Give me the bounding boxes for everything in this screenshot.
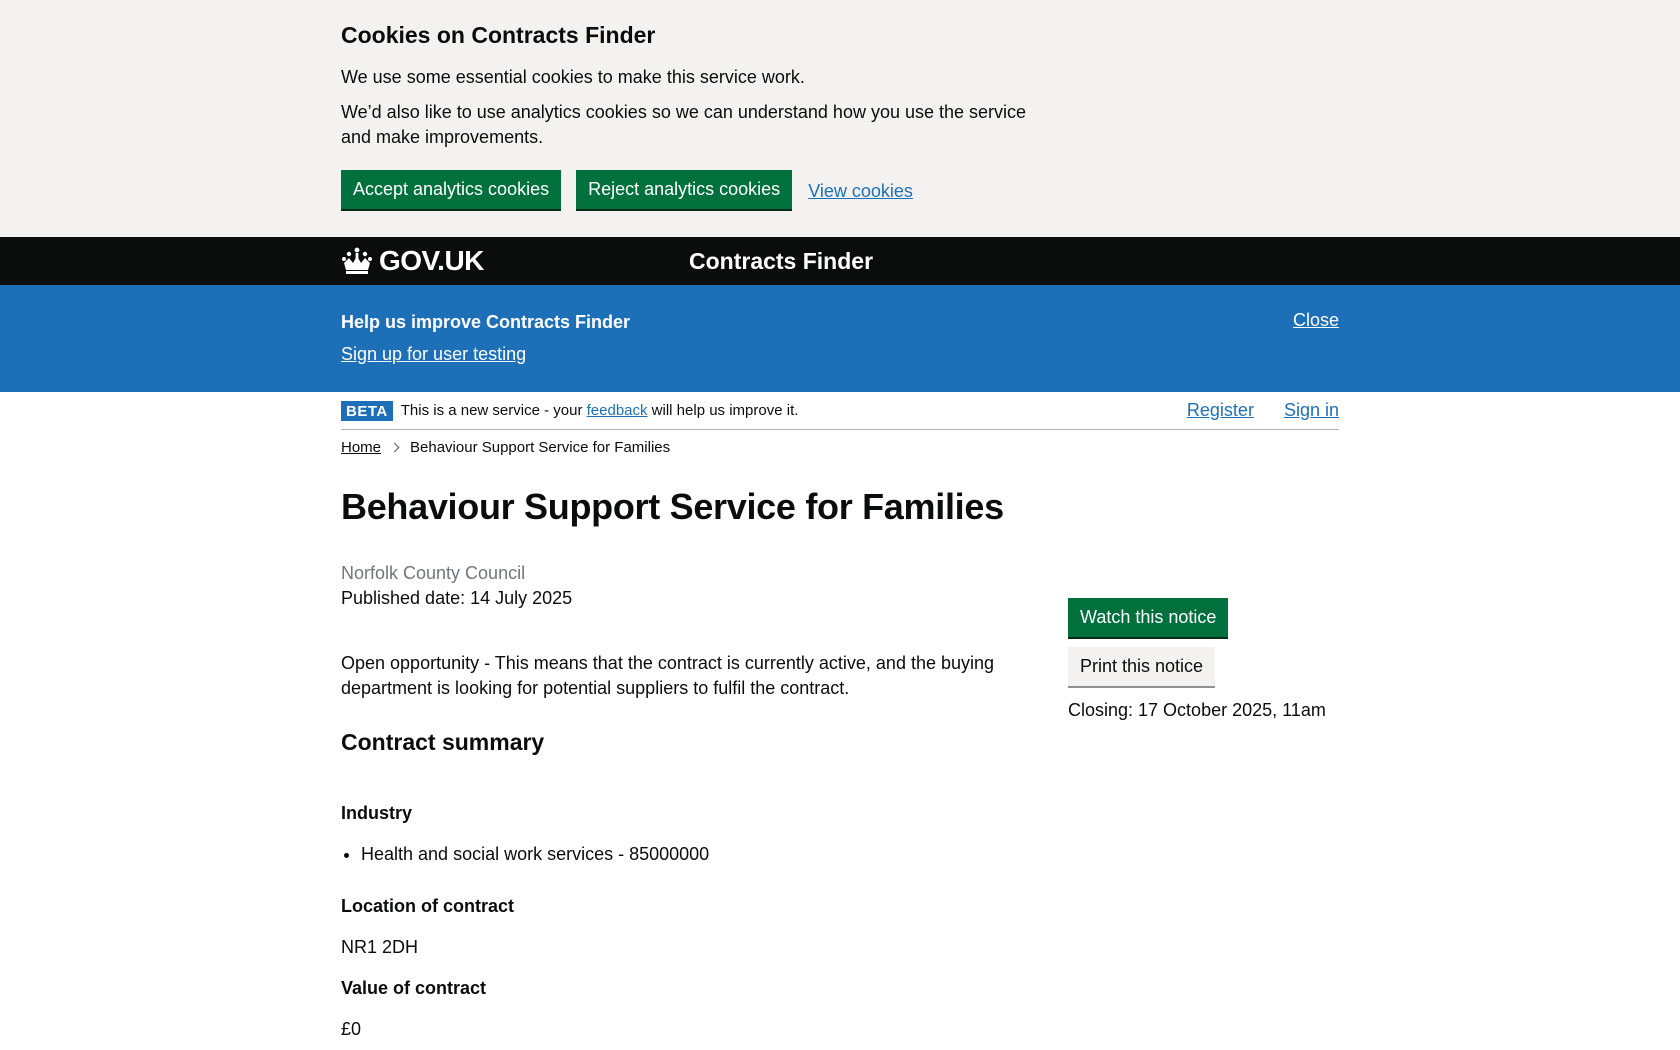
cookie-banner-text-essential: We use some essential cookies to make this service work. bbox=[341, 67, 805, 87]
help-improve-banner bbox=[0, 285, 1680, 392]
notice-actions bbox=[1068, 598, 1326, 723]
phase-text-after: will help us improve it. bbox=[647, 402, 799, 419]
organisation-name: Norfolk County Council bbox=[341, 563, 526, 583]
phase-banner-text bbox=[401, 402, 799, 419]
watch-notice-button[interactable]: Watch this notice bbox=[1068, 598, 1228, 637]
help-banner-title: Help us improve Contracts Finder bbox=[341, 312, 631, 332]
chevron-right-icon bbox=[390, 443, 400, 453]
register-link[interactable]: Register bbox=[1186, 400, 1254, 420]
sign-in-link[interactable]: Sign in bbox=[1283, 400, 1339, 420]
service-name-link[interactable]: Contracts Finder bbox=[689, 248, 874, 274]
user-testing-signup-link[interactable]: Sign up for user testing bbox=[341, 344, 527, 364]
accept-cookies-button[interactable]: Accept analytics cookies bbox=[341, 170, 561, 209]
govuk-logo-link[interactable] bbox=[341, 245, 484, 277]
beta-tag: BETA bbox=[341, 401, 393, 421]
industry-item: • Health and social work services - 85000000 bbox=[361, 842, 1339, 867]
contract-summary-heading: Contract summary bbox=[341, 729, 545, 755]
print-notice-button[interactable]: Print this notice bbox=[1068, 647, 1215, 686]
cookie-banner-title: Cookies on Contracts Finder bbox=[341, 22, 656, 48]
govuk-logo-text: GOV.UK bbox=[379, 245, 484, 276]
phase-text-before: This is a new service - your bbox=[400, 402, 587, 419]
phase-banner bbox=[341, 392, 1339, 430]
reject-cookies-button[interactable]: Reject analytics cookies bbox=[576, 170, 792, 209]
industry-list bbox=[341, 842, 1339, 867]
published-date: Published date: 14 July 2025 bbox=[341, 588, 573, 608]
view-cookies-link[interactable]: View cookies bbox=[808, 180, 913, 201]
breadcrumb bbox=[341, 439, 1339, 456]
site-header bbox=[0, 237, 1680, 285]
account-links bbox=[1162, 400, 1339, 421]
cookie-banner-text-analytics: We’d also like to use analytics cookies so we can understand how you use the service and make improvements. bbox=[341, 102, 1027, 147]
breadcrumb-home-link[interactable]: Home bbox=[341, 439, 382, 456]
contract-value: £0 bbox=[341, 1019, 362, 1039]
feedback-link[interactable]: feedback bbox=[586, 402, 648, 419]
page-title: Behaviour Support Service for Families bbox=[341, 486, 1004, 527]
breadcrumb-current: Behaviour Support Service for Families bbox=[410, 439, 671, 456]
location-value: NR1 2DH bbox=[341, 937, 419, 957]
notice-content bbox=[341, 561, 1339, 1042]
industry-heading: Industry bbox=[341, 803, 413, 823]
close-banner-link[interactable]: Close bbox=[1292, 310, 1339, 330]
contract-value-heading: Value of contract bbox=[341, 978, 487, 998]
crown-icon bbox=[341, 246, 373, 276]
location-heading: Location of contract bbox=[341, 896, 515, 916]
cookie-banner bbox=[0, 0, 1680, 237]
closing-date: Closing: 17 October 2025, 11am bbox=[1068, 700, 1326, 720]
notice-status-text: Open opportunity - This means that the contract is currently active, and the buying department is looking for potential suppliers to fulfil the contract. bbox=[341, 653, 995, 698]
